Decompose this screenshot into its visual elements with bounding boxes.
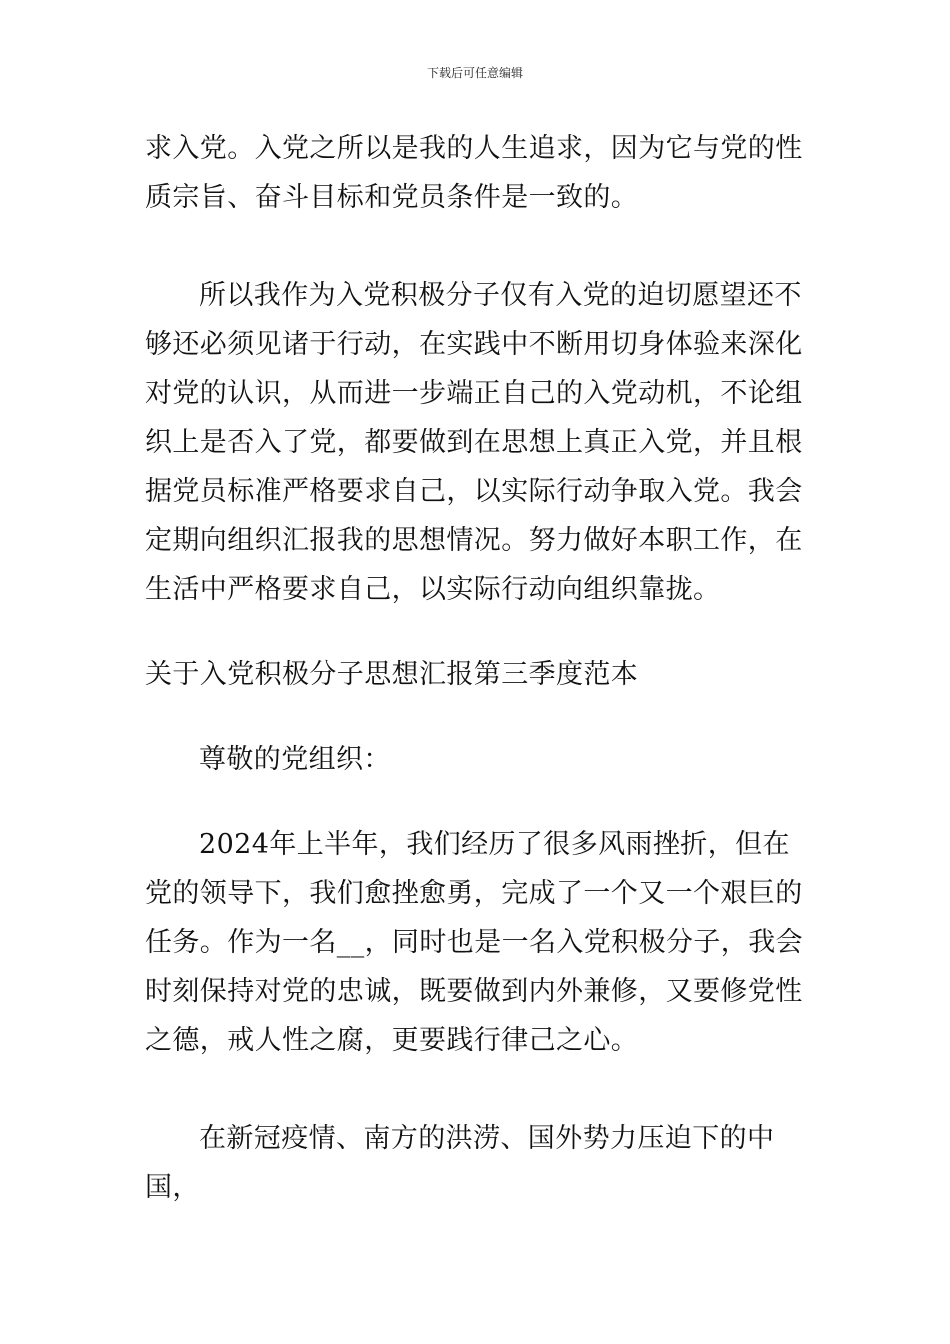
paragraph-pandemic: 在新冠疫情、南方的洪涝、国外势力压迫下的中国， [145, 1123, 775, 1203]
paragraph-first-half-year: 2024年上半年，我们经历了很多风雨挫折，但在党的领导下，我们愈挫愈勇，完成了一个又一个艰巨的任务。作为一名__，同时也是一名入党积极分子，我会时刻保持对党的忠诚，既要做到内外兼修，又要修党性之德，戒人性之腐，更要践行律己之心。 [145, 829, 803, 1056]
document-body [145, 124, 810, 1212]
salutation: 尊敬的党组织： [199, 744, 391, 775]
paragraph-action: 所以我作为入党积极分子仅有入党的迫切愿望还不够还必须见诸于行动，在实践中不断用切身体验来深化对党的认识，从而进一步端正自己的入党动机，不论组织上是否入了党，都要做到在思想上真正入党，并且根据党员标准严格要求自己，以实际行动争取入党。我会定期向组织汇报我的思想情况。努力做好本职工作，在生活中严格要求自己，以实际行动向组织靠拢。 [145, 280, 803, 605]
page-header: 下载后可任意编辑 [426, 66, 523, 80]
paragraph-continuation: 求入党。入党之所以是我的人生追求，因为它与党的性质宗旨、奋斗目标和党员条件是一致的。 [145, 133, 803, 213]
section-title: 关于入党积极分子思想汇报第三季度范本 [145, 659, 639, 690]
